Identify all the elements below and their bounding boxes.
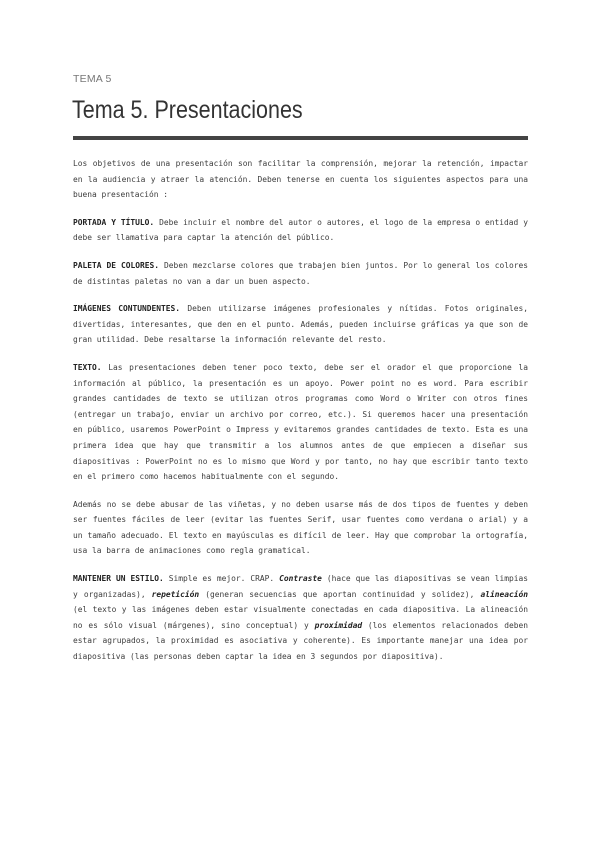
vinetas-paragraph <box>73 497 528 559</box>
section-heading: PORTADA Y TÍTULO. <box>73 217 155 227</box>
section-text: (el texto y las imágenes deben estar visualmente conectadas en cada diapositiva. La alineación no es sólo visual (márgenes), sino conceptual) y <box>73 605 528 630</box>
intro-paragraph <box>73 156 528 203</box>
section-imagenes <box>73 301 528 348</box>
section-heading: PALETA DE COLORES. <box>73 260 160 270</box>
emphasis-repeticion: repetición <box>151 589 200 599</box>
section-text: Debe incluir el nombre del autor o autores, el logo de la empresa o entidad y debe ser llamativa para captar la atención del público. <box>73 217 528 243</box>
title-divider <box>73 136 528 140</box>
section-texto <box>73 360 528 485</box>
section-text: (hace que las diapositivas se vean limpias y organizadas), <box>73 574 529 599</box>
document-body <box>73 156 528 677</box>
section-text: Simple es mejor. CRAP. <box>163 574 280 584</box>
section-heading: TEXTO. <box>73 362 102 372</box>
intro-text: Los objetivos de una presentación son facilitar la comprensión, mejorar la retención, impactar en la audiencia y atraer la atención. Deben tenerse en cuenta los siguientes aspectos para una buena presentación : <box>73 159 528 200</box>
section-estilo <box>73 571 528 665</box>
section-text: Deben mezclarse colores que trabajen bien juntos. Por lo general los colores de distintas paletas no van a dar un buen aspecto. <box>73 260 529 286</box>
chapter-label: TEMA 5 <box>73 73 112 85</box>
section-heading: MANTENER UN ESTILO. <box>73 574 164 584</box>
emphasis-proximidad: proximidad <box>314 620 363 630</box>
section-text: (generan secuencias que aportan continuidad y solidez), <box>199 589 481 599</box>
emphasis-contraste: Contraste <box>279 574 322 584</box>
paragraph-text: Además no se debe abusar de las viñetas, y no deben usarse más de dos tipos de fuentes y deben ser fuentes fáciles de leer (evitar las fuentes Serif, usar fuentes como verdana o arial) y a un tamaño adecuado. El texto en mayúsculas es difícil de leer. Hay que comprobar la ortografía, usa la barra de animaciones como regla gramatical. <box>73 499 528 556</box>
section-text: Las presentaciones deben tener poco texto, debe ser el orador el que proporcione la información al público, la presentación es un apoyo. Power point no es word. Para escribir grandes cantidades de texto se utilizan otros programas como Word o Writer con otros fines (entregar un trabajo, enviar un archivo por correo, etc.). Si queremos hacer una presentación en público, usaremos PowerPoint o Impress y evitaremos grandes cantidades de texto. Esta es una primera idea que hay que transmitir a los alumnos antes de que empiecen a diseñar sus diapositivas : PowerPoint no es lo mismo que Word y por tanto, no hay que escribir tanto texto en el primero como hacemos habitualmente con el segundo. <box>73 362 528 482</box>
section-portada <box>73 215 528 246</box>
section-heading: IMÁGENES CONTUNDENTES. <box>73 304 181 314</box>
section-text: (los elementos relacionados deben estar agrupados, la proximidad es asociativa y coherente). Es importante manejar una idea por diapositiva (las personas deben captar la idea en 3 segundos por diapositiva). <box>73 620 528 662</box>
section-paleta <box>73 258 528 289</box>
section-text: Deben utilizarse imágenes profesionales y nítidas. Fotos originales, divertidas, interesantes, que den en el punto. Además, pueden incluirse gráficas ya que son de gran utilidad. Debe resaltarse la información relevante del resto. <box>73 304 529 345</box>
page-title: Tema 5. Presentaciones <box>72 96 303 124</box>
emphasis-alineacion: alineación <box>480 589 528 599</box>
